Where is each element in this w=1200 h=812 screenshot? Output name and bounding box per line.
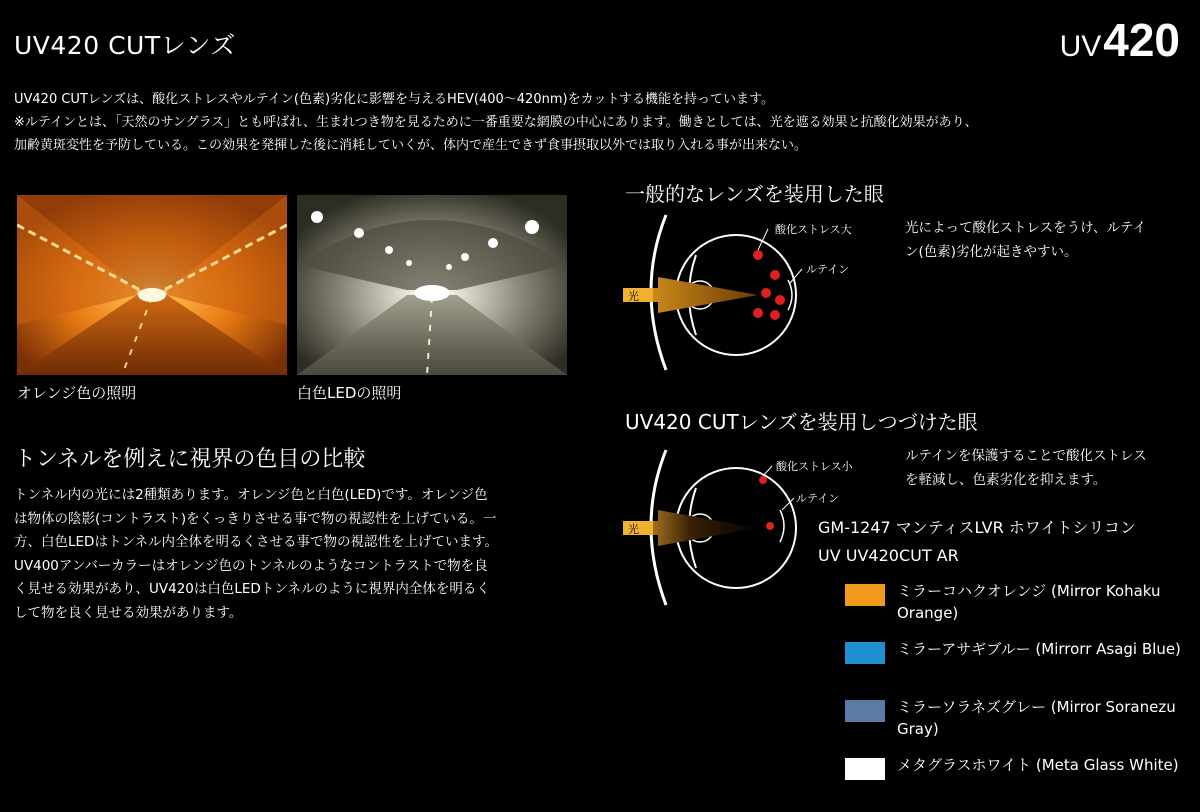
logo-420-text: 420 [1103,14,1180,64]
uv420-lens-eye-heading: UV420 CUTレンズを装用しつづけた眼 [625,410,978,434]
normal-lens-eye-heading: 一般的なレンズを装用した眼 [625,182,884,206]
logo-uv-text: UV [1059,30,1102,63]
stress-label: 酸化ストレス大 [775,223,852,236]
intro-text [14,88,1194,157]
description-line: 光によって酸化ストレスをうけ、ルテイ [905,220,1147,236]
product-name-line: GM-1247 マンティスLVR ホワイトシリコン [818,518,1137,537]
intro-line: ※ルテインとは、「天然のサングラス」とも呼ばれ、生まれつき物を見るために一番重要な網膜の中心にあります。働きとしては、光を遮る効果と抗酸化効果があり、 [14,115,978,130]
comparison-line: トンネル内の光には2種類あります。オレンジ色と白色(LED)です。オレンジ色 [14,487,488,503]
color-option-soranezu-gray [845,696,1200,754]
white-photo-caption: 白色LEDの照明 [297,384,402,402]
stress-dot [770,310,780,320]
light-label: 光 [628,523,639,536]
light-label: 光 [628,290,639,303]
lutein-label: ルテイン [796,492,840,505]
stress-dot [759,476,767,484]
orange-photo-caption: オレンジ色の照明 [17,384,137,402]
white-led-tunnel-photo [297,195,567,375]
color-swatch [845,642,885,664]
uv420-lens-description [905,444,1195,492]
normal-lens-eye-diagram [618,205,908,380]
color-label: ミラーソラネズグレー (Mirror Soranezu Gray) [897,698,1176,738]
comparison-line: 方、白色LEDはトンネル内全体を明るくさせる事で物の視認性を上げています。 [14,534,498,550]
stress-dot [775,295,785,305]
color-option-meta-glass-white [845,754,1200,812]
comparison-line: く見せる効果があり、UV420は白色LEDトンネルのように視界内全体を明るく [14,581,490,597]
stress-label: 酸化ストレス小 [776,460,853,473]
lutein-label: ルテイン [806,263,850,276]
normal-lens-description [905,216,1195,264]
comparison-heading: トンネルを例えに視界の色目の比較 [14,447,366,472]
uv420-logo [994,14,1184,64]
stress-dot [753,308,763,318]
product-name-line: UV UV420CUT AR [818,546,959,565]
color-options-list [845,580,1200,812]
svg-text:UV420 [1060,14,1180,64]
stress-dot [766,522,774,530]
description-line: ン(色素)劣化が起きやすい。 [905,244,1078,260]
orange-tunnel-photo [17,195,287,375]
color-label: ミラーアサギブルー (Mirrorr Asagi Blue) [897,640,1181,658]
product-name [818,514,1198,570]
comparison-line: は物体の陰影(コントラスト)をくっきりさせる事で物の視認性を上げている。一 [14,510,497,527]
color-swatch [845,758,885,780]
comparison-line: UV400アンバーカラーはオレンジ色のトンネルのようなコントラストで物を良 [14,557,488,574]
description-line: ルテインを保護することで酸化ストレス [905,448,1147,464]
stress-dot [770,270,780,280]
page-title: UV420 CUTレンズ [14,31,236,60]
comparison-line: して物を良く見せる効果があります。 [14,604,243,621]
intro-line: 加齢黄斑変性を予防している。この効果を発揮した後に消耗していくが、体内で産生できず食事摂取以外では取り入れる事が出来ない。 [14,138,808,153]
stress-dot [753,250,763,260]
color-label: メタグラスホワイト (Meta Glass White) [897,756,1179,774]
color-swatch [845,584,885,606]
intro-line: UV420 CUTレンズは、酸化ストレスやルテイン(色素)劣化に影響を与えるHEV(400～420nm)をカットする機能を持っています。 [14,92,775,107]
color-option-asagi-blue [845,638,1200,696]
comparison-body [14,484,584,625]
color-label: ミラーコハクオレンジ (Mirror Kohaku Orange) [897,582,1161,622]
description-line: を軽減し、色素劣化を抑えます。 [905,472,1107,488]
color-option-kohaku-orange [845,580,1200,638]
stress-dot [761,288,771,298]
color-swatch [845,700,885,722]
